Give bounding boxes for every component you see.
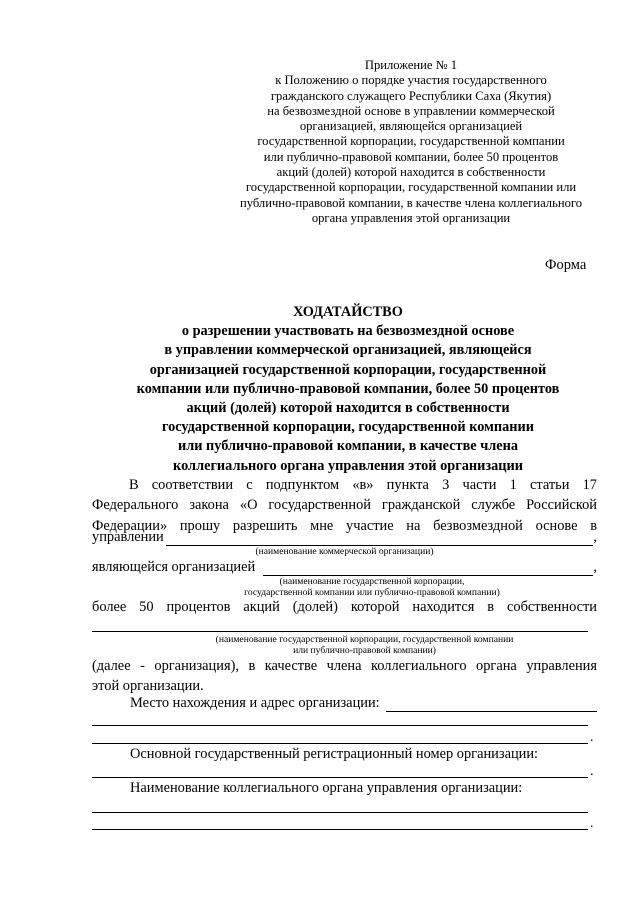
title-line: о разрешении участвовать на безвозмездной основе xyxy=(181,323,515,340)
being-label: являющейся организацией xyxy=(92,559,256,575)
title-heading: ХОДАТАЙСТВО xyxy=(293,304,403,320)
period: . xyxy=(590,730,594,745)
para-line: Федерации» прошу разрешить мне участие на безвозмездной основе в xyxy=(92,517,597,534)
appendix-line: организацией, являющейся организацией xyxy=(299,119,523,134)
appendix-line: к Положению о порядке участия государственного xyxy=(275,73,547,88)
hint-company: (наименование коммерческой организации) xyxy=(255,546,434,557)
location-field-line-3[interactable] xyxy=(92,743,588,744)
appendix-block xyxy=(225,58,597,226)
appendix-line: Приложение № 1 xyxy=(364,58,458,72)
appendix-line: государственной корпорации, государственной компании или xyxy=(245,180,577,195)
hint-corporation xyxy=(92,576,597,598)
being-row xyxy=(92,558,597,576)
title-line: государственной корпорации, государственной компании xyxy=(161,419,535,436)
location-row xyxy=(92,694,597,712)
para-line: Федерального закона «О государственной гражданской службе Российской xyxy=(92,497,597,514)
document-title xyxy=(92,303,604,476)
corporation-name-field[interactable] xyxy=(263,563,593,576)
title-line: акций (долей) которой находится в собственности xyxy=(186,400,510,417)
comma: , xyxy=(593,529,597,545)
body-paragraph-2 xyxy=(92,656,597,697)
hint-line: или публично-правовой компании) xyxy=(293,645,436,656)
board-name-field-line-2[interactable] xyxy=(92,829,588,830)
appendix-line: органа управления этой организации xyxy=(311,210,511,225)
period: . xyxy=(590,816,594,831)
para-line: (далее - организация), в качестве члена коллегиального органа управления xyxy=(92,658,597,674)
form-label: Форма xyxy=(545,257,587,273)
appendix-line: гражданского служащего Республики Саха (Якутия) xyxy=(270,88,552,103)
board-label: Наименование коллегиального органа управления организации: xyxy=(130,780,523,796)
ownership-line: более 50 процентов акций (долей) которой находится в собственности xyxy=(92,599,597,615)
owner-name-field[interactable] xyxy=(92,631,588,632)
para-line: В соответствии с подпунктом «в» пункта 3 части 1 статьи 17 xyxy=(129,477,597,493)
company-name-field[interactable] xyxy=(166,533,594,546)
title-line: организацией государственной корпорации, государственной xyxy=(149,361,547,378)
title-line: компании или публично-правовой компании, более 50 процентов xyxy=(136,380,560,397)
management-label: управлении xyxy=(92,529,164,545)
hint-line: (наименование государственной корпорации, xyxy=(279,576,465,587)
title-line: в управлении коммерческой организацией, являющейся xyxy=(164,342,532,359)
hint-owner xyxy=(92,634,597,656)
management-row xyxy=(92,528,597,546)
appendix-line: на безвозмездной основе в управлении коммерческой xyxy=(267,103,555,118)
title-line: или публично-правовой компании, в качестве члена xyxy=(177,438,519,455)
appendix-line: государственной корпорации, государственной компании xyxy=(257,134,565,149)
appendix-line: акций (долей) которой находится в собственности xyxy=(276,165,546,180)
hint-line: (наименование государственной корпорации, государственной компании xyxy=(215,634,514,645)
appendix-line: публично-правовой компании, в качестве члена коллегиального xyxy=(239,195,583,210)
location-label: Место нахождения и адрес организации: xyxy=(130,695,380,711)
board-name-field[interactable] xyxy=(92,812,588,813)
para-line: этой организации. xyxy=(92,678,204,695)
ownership-paragraph xyxy=(92,597,597,617)
appendix-line: или публично-правовой компании, более 50 процентов xyxy=(263,149,559,164)
ogrn-label: Основной государственный регистрационный номер организации: xyxy=(130,746,539,762)
hint-line: государственной компании или публично-правовой компании) xyxy=(244,587,500,598)
location-field-line-2[interactable] xyxy=(92,725,588,726)
ogrn-field[interactable] xyxy=(92,777,588,778)
title-line: коллегиального органа управления этой организации xyxy=(173,457,523,474)
body-paragraph-1 xyxy=(92,475,597,536)
period: . xyxy=(590,764,594,779)
comma: , xyxy=(593,559,597,575)
location-field[interactable] xyxy=(386,699,597,712)
